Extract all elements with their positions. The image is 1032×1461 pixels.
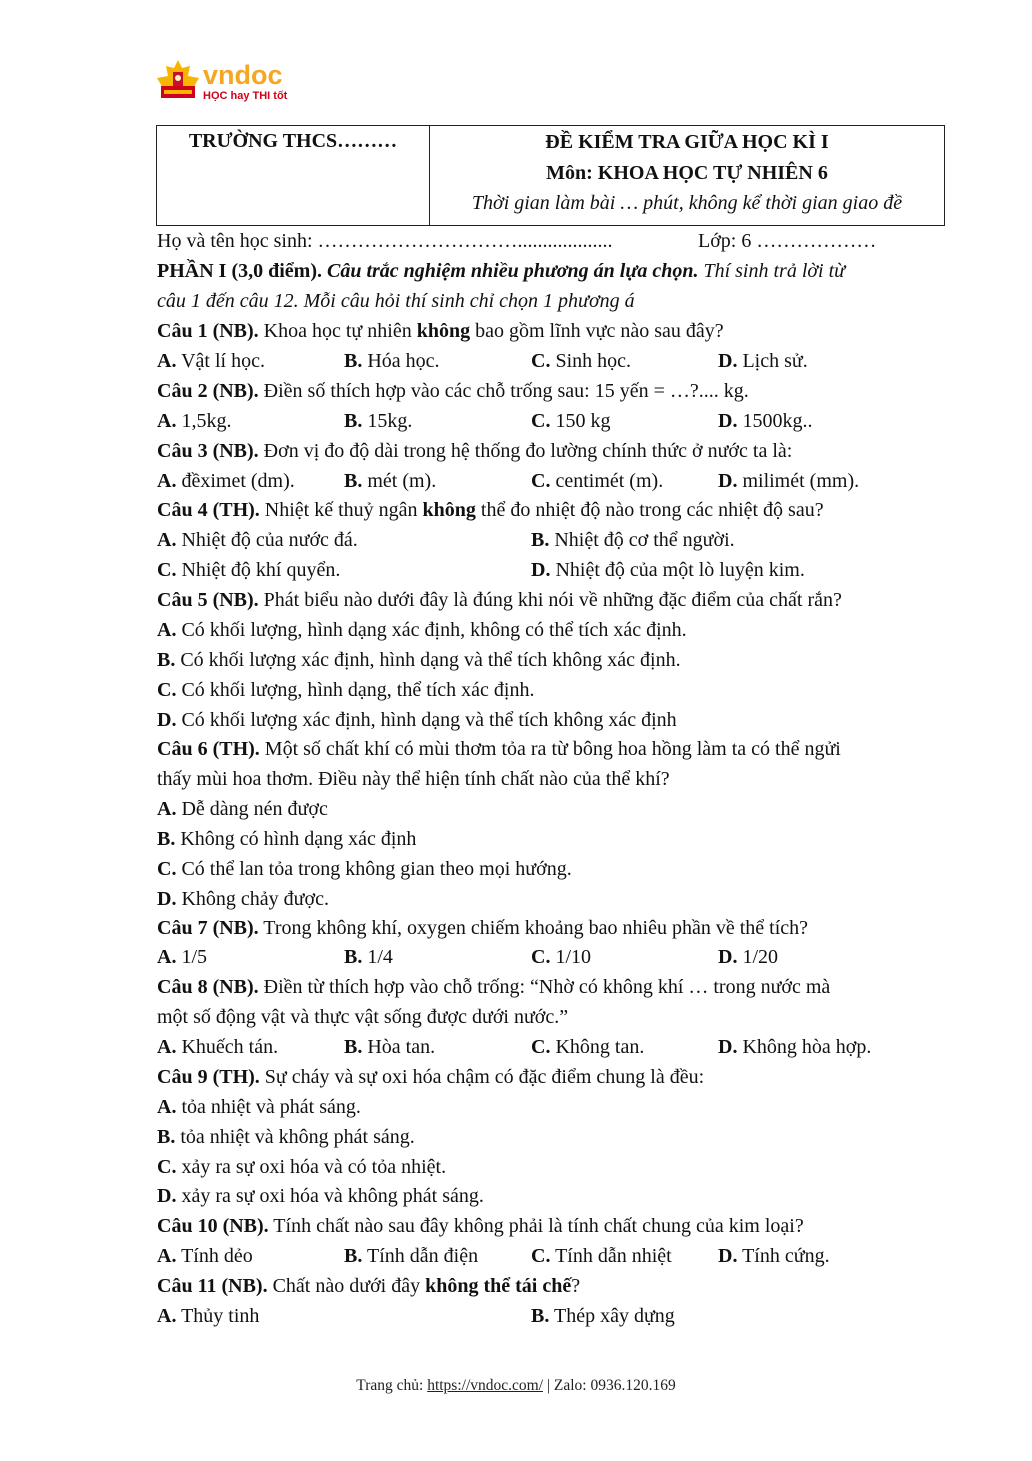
- q1-option-c[interactable]: C. Sinh học.: [531, 350, 632, 372]
- q5-option-c[interactable]: C. Có khối lượng, hình dạng, thể tích xác định.: [157, 679, 535, 701]
- question-6: [157, 734, 841, 764]
- question-text: thể đo nhiệt độ nào trong các nhiệt độ sau?: [475, 499, 824, 521]
- exam-header-table: [156, 125, 945, 226]
- part1-instruction-2: câu 1 đến câu 12. Mỗi câu hỏi thí sinh chỉ chọn 1 phương á: [157, 290, 635, 312]
- question-10: [157, 1211, 804, 1241]
- question-text: Một số chất khí có mùi thơm tỏa ra từ bông hoa hồng làm ta có thể ngửi: [259, 738, 841, 760]
- question-label: Câu 11 (NB).: [157, 1275, 268, 1297]
- question-text: Nhiệt kế thuỷ ngân: [259, 499, 423, 521]
- question-text: Trong không khí, oxygen chiếm khoảng bao nhiêu phần về thể tích?: [258, 917, 809, 939]
- castle-icon: [155, 58, 201, 104]
- q8-option-c[interactable]: C. Không tan.: [531, 1036, 645, 1058]
- question-text: bao gồm lĩnh vực nào sau đây?: [470, 320, 724, 342]
- q2-option-c[interactable]: C. 150 kg: [531, 410, 611, 432]
- page-footer: [0, 1377, 1032, 1395]
- q4-option-b[interactable]: B. Nhiệt độ cơ thể người.: [531, 529, 735, 551]
- question-label: Câu 2 (NB).: [157, 380, 259, 402]
- q9-option-c[interactable]: C. xảy ra sự oxi hóa và có tỏa nhiệt.: [157, 1156, 447, 1178]
- question-text: Sự cháy và sự oxi hóa chậm có đặc điểm chung là đều:: [259, 1066, 705, 1088]
- q1-option-d[interactable]: D. Lịch sử.: [718, 350, 808, 372]
- part1-instruction-1: Thí sinh trả lời từ: [703, 260, 846, 282]
- q9-option-a[interactable]: A. tỏa nhiệt và phát sáng.: [157, 1096, 361, 1118]
- q3-option-a[interactable]: A. đềximet (dm).: [157, 470, 295, 492]
- question-1: [157, 316, 724, 346]
- question-label: Câu 7 (NB).: [157, 917, 259, 939]
- question-8: [157, 972, 830, 1002]
- q10-option-d[interactable]: D. Tính cứng.: [718, 1245, 830, 1267]
- question-label: Câu 8 (NB).: [157, 976, 259, 998]
- q5-option-b[interactable]: B. Có khối lượng xác định, hình dạng và thể tích không xác định.: [157, 649, 681, 671]
- part1-heading: PHẦN I (3,0 điểm).: [157, 260, 322, 282]
- q3-option-c[interactable]: C. centimét (m).: [531, 470, 664, 492]
- question-text: Điền từ thích hợp vào chỗ trống: “Nhờ có không khí … trong nước mà: [258, 976, 831, 998]
- vndoc-logo[interactable]: [155, 58, 315, 108]
- q7-option-c[interactable]: C. 1/10: [531, 946, 592, 968]
- q6-option-c[interactable]: C. Có thể lan tỏa trong không gian theo mọi hướng.: [157, 858, 572, 880]
- student-name-line: [157, 226, 613, 256]
- q8-option-b[interactable]: B. Hòa tan.: [344, 1036, 436, 1058]
- question-label: Câu 5 (NB).: [157, 589, 259, 611]
- question-text: Điền số thích hợp vào các chỗ trống sau: 15 yến = …?.... kg.: [258, 380, 749, 402]
- logo-tagline: HỌC hay THI tốt: [203, 90, 288, 102]
- question-label: Câu 4 (TH).: [157, 499, 260, 521]
- q6-option-d[interactable]: D. Không chảy được.: [157, 888, 329, 910]
- logo-wordmark: vndoc: [203, 60, 283, 90]
- q1-option-b[interactable]: B. Hóa học.: [344, 350, 440, 372]
- question-text: ?: [571, 1275, 581, 1297]
- question-label: Câu 3 (NB).: [157, 440, 259, 462]
- question-text: Khoa học tự nhiên: [258, 320, 417, 342]
- q4-option-d[interactable]: D. Nhiệt độ của một lò luyện kim.: [531, 559, 805, 581]
- q11-option-b[interactable]: B. Thép xây dựng: [531, 1305, 675, 1327]
- question-text: Phát biểu nào dưới đây là đúng khi nói về những đặc điểm của chất rắn?: [258, 589, 842, 611]
- exam-info-cell: [430, 126, 945, 226]
- q4-option-a[interactable]: A. Nhiệt độ của nước đá.: [157, 529, 358, 551]
- question-label: Câu 10 (NB).: [157, 1215, 269, 1237]
- exam-title: ĐỀ KIỂM TRA GIỮA HỌC KÌ I: [545, 131, 829, 153]
- student-class-label: Lớp: 6 ………………: [698, 230, 877, 252]
- homepage-link[interactable]: https://vndoc.com/: [427, 1377, 543, 1394]
- question-text: Đơn vị đo độ dài trong hệ thống đo lường chính thức ở nước ta là:: [258, 440, 793, 462]
- q7-option-b[interactable]: B. 1/4: [344, 946, 393, 968]
- q3-option-b[interactable]: B. mét (m).: [344, 470, 437, 492]
- question-5: [157, 585, 842, 615]
- question-emphasis: không: [422, 499, 476, 521]
- q6-option-b[interactable]: B. Không có hình dạng xác định: [157, 828, 417, 850]
- q3-option-d[interactable]: D. milimét (mm).: [718, 470, 860, 492]
- question-emphasis: không: [416, 320, 471, 342]
- q2-option-d[interactable]: D. 1500kg..: [718, 410, 813, 432]
- question-3: [157, 436, 792, 466]
- part1-heading-line: [157, 256, 845, 286]
- exam-subject: Môn: KHOA HỌC TỰ NHIÊN 6: [546, 162, 828, 184]
- q2-option-b[interactable]: B. 15kg.: [344, 410, 413, 432]
- q10-option-a[interactable]: A. Tính dẻo: [157, 1245, 253, 1267]
- q7-option-d[interactable]: D. 1/20: [718, 946, 779, 968]
- question-label: Câu 1 (NB).: [157, 320, 259, 342]
- q5-option-d[interactable]: D. Có khối lượng xác định, hình dạng và thể tích không xác định: [157, 709, 677, 731]
- footer-zalo: | Zalo: 0936.120.169: [543, 1377, 676, 1394]
- q9-option-d[interactable]: D. xảy ra sự oxi hóa và không phát sáng.: [157, 1185, 484, 1207]
- question-label: Câu 6 (TH).: [157, 738, 260, 760]
- question-4: [157, 495, 824, 525]
- q2-option-a[interactable]: A. 1,5kg.: [157, 410, 232, 432]
- q8-option-a[interactable]: A. Khuếch tán.: [157, 1036, 279, 1058]
- q9-option-b[interactable]: B. tỏa nhiệt và không phát sáng.: [157, 1126, 415, 1148]
- q4-option-c[interactable]: C. Nhiệt độ khí quyển.: [157, 559, 341, 581]
- question-label: Câu 9 (TH).: [157, 1066, 260, 1088]
- q7-option-a[interactable]: A. 1/5: [157, 946, 208, 968]
- q11-option-a[interactable]: A. Thủy tinh: [157, 1305, 260, 1327]
- question-2: [157, 376, 749, 406]
- question-9: [157, 1062, 704, 1092]
- part1-heading-desc: Câu trắc nghiệm nhiều phương án lựa chọn.: [326, 260, 699, 282]
- q5-option-a[interactable]: A. Có khối lượng, hình dạng xác định, không có thể tích xác định.: [157, 619, 687, 641]
- q1-option-a[interactable]: A. Vật lí học.: [157, 350, 265, 372]
- school-name: TRƯỜNG THCS………: [157, 126, 430, 226]
- question-11: [157, 1271, 580, 1301]
- q6-option-a[interactable]: A. Dễ dàng nén được: [157, 798, 328, 820]
- footer-prefix: Trang chủ:: [356, 1377, 428, 1394]
- q10-option-b[interactable]: B. Tính dẫn điện: [344, 1245, 479, 1267]
- question-8-cont: một số động vật và thực vật sống được dưới nước.”: [157, 1006, 569, 1028]
- student-name-label: Họ và tên học sinh: …………………………...................: [157, 230, 613, 252]
- q10-option-c[interactable]: C. Tính dẫn nhiệt: [531, 1245, 672, 1267]
- exam-time-note: Thời gian làm bài … phút, không kể thời gian giao đề: [471, 192, 903, 214]
- question-text: Chất nào dưới đây: [267, 1275, 426, 1297]
- question-text: Tính chất nào sau đây không phải là tính chất chung của kim loại?: [268, 1215, 804, 1237]
- question-6-cont: thấy mùi hoa thơm. Điều này thể hiện tính chất nào của thể khí?: [157, 768, 670, 790]
- q8-option-d[interactable]: D. Không hòa hợp.: [718, 1036, 872, 1058]
- question-7: [157, 913, 808, 943]
- question-emphasis: không thể tái chế: [425, 1275, 572, 1297]
